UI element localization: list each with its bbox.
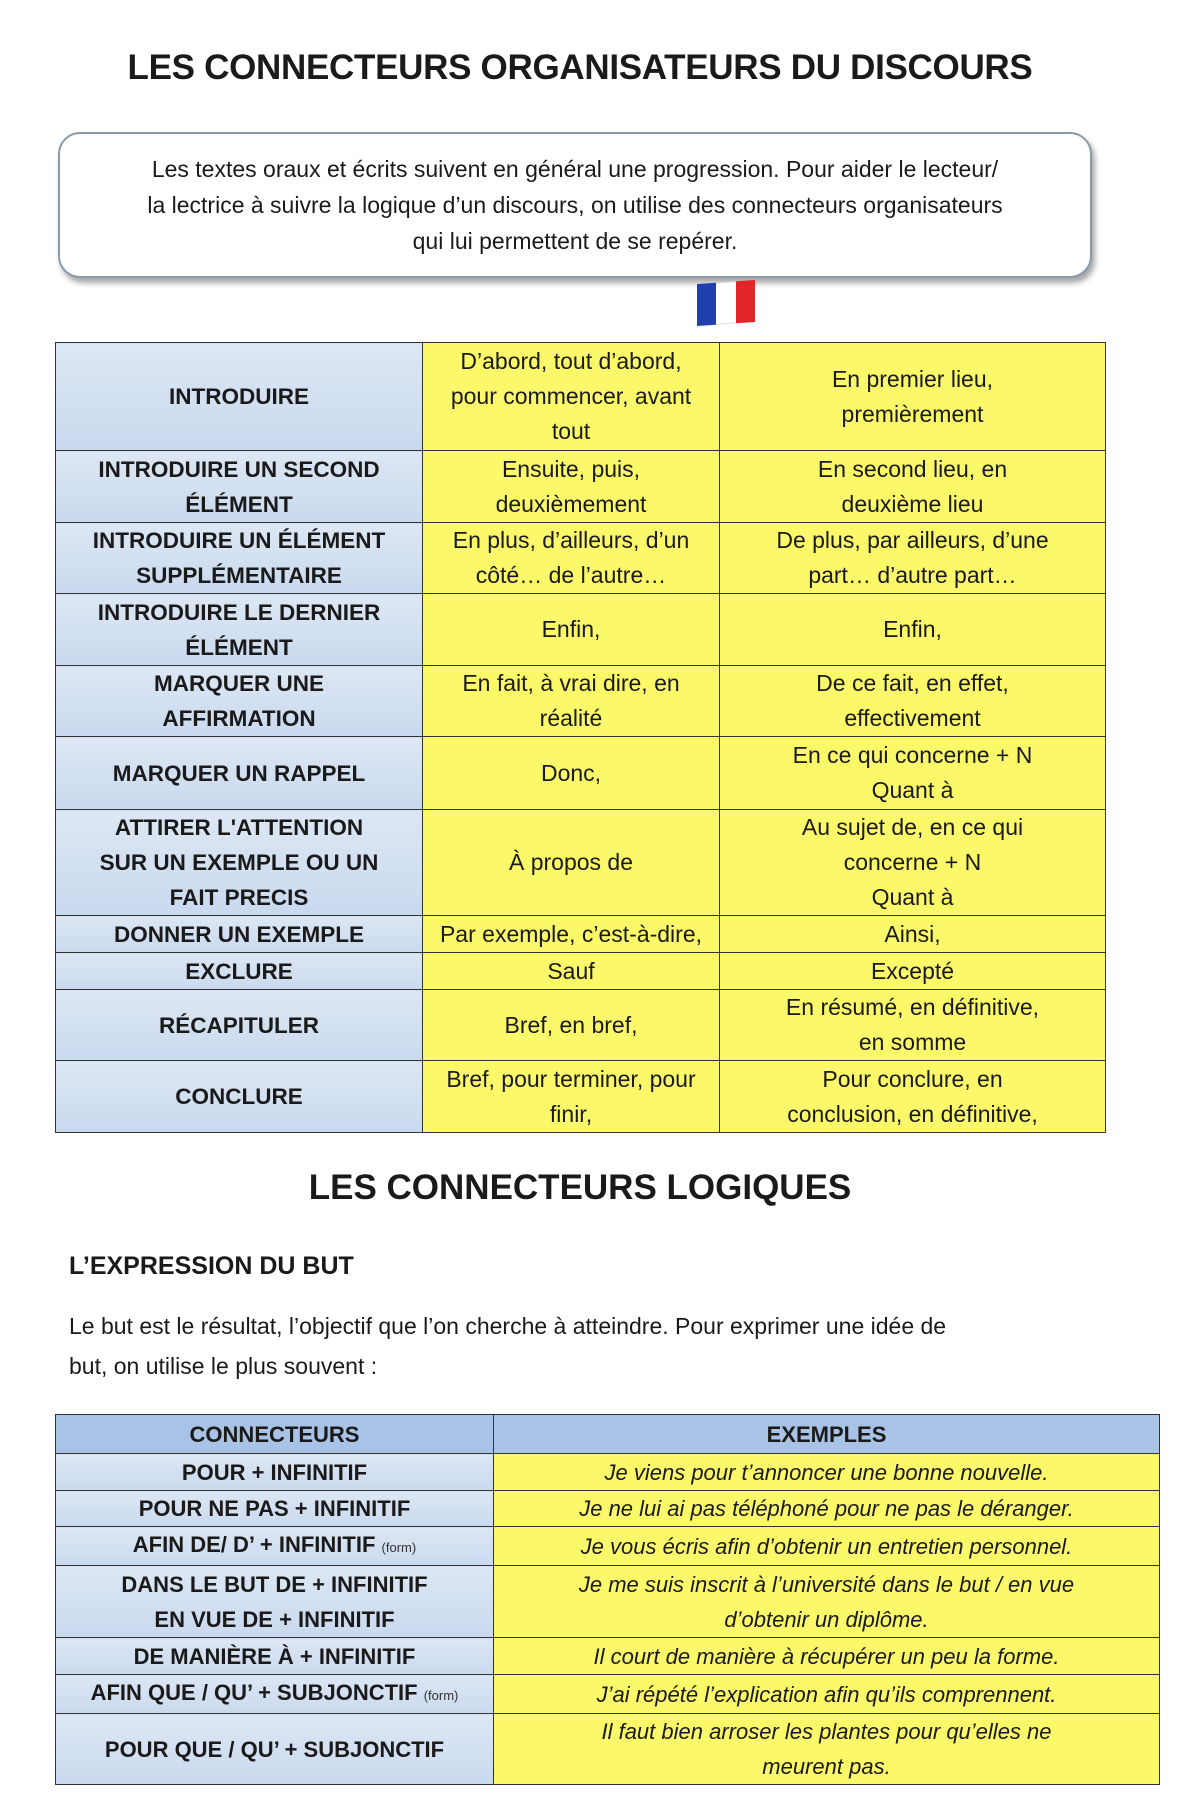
table-row [56, 953, 1106, 990]
function-cell: MARQUER UNE AFFIRMATION [56, 666, 423, 737]
flag-red-stripe [736, 280, 755, 323]
but-heading: L’EXPRESSION DU BUT [69, 1252, 354, 1280]
table-row [56, 810, 1106, 916]
table-row [56, 343, 1106, 451]
table-row [56, 1714, 1160, 1785]
connector-cell: Pour conclure, en conclusion, en définitive, [720, 1061, 1106, 1133]
function-cell: RÉCAPITULER [56, 990, 423, 1061]
function-cell: DONNER UN EXEMPLE [56, 916, 423, 953]
table-row [56, 1638, 1160, 1675]
connector-cell: Enfin, [423, 594, 720, 666]
connector-cell: En premier lieu, premièrement [720, 343, 1106, 451]
function-cell: MARQUER UN RAPPEL [56, 737, 423, 810]
table-row [56, 1566, 1160, 1638]
connector-label: POUR + INFINITIF [181, 1459, 368, 1485]
header-connecteurs: CONNECTEURS [56, 1415, 494, 1454]
formal-note: (form) [423, 1688, 459, 1703]
connector-cell [56, 1454, 494, 1491]
function-cell: INTRODUIRE LE DERNIER ÉLÉMENT [56, 594, 423, 666]
connector-cell: En ce qui concerne + N Quant à [720, 737, 1106, 810]
connector-cell: En plus, d’ailleurs, d’un côté… de l’autre… [423, 523, 720, 594]
page-title: LES CONNECTEURS ORGANISATEURS DU DISCOURS [127, 48, 1033, 87]
table-row [56, 737, 1106, 810]
table-row [56, 523, 1106, 594]
example-cell: Je vous écris afin d’obtenir un entretien personnel. [494, 1527, 1160, 1566]
connector-cell: À propos de [423, 810, 720, 916]
connector-cell [56, 1638, 494, 1675]
organisateurs-table [55, 342, 1106, 1133]
table-row [56, 666, 1106, 737]
connector-cell: En fait, à vrai dire, en réalité [423, 666, 720, 737]
example-cell: J’ai répété l’explication afin qu’ils comprennent. [494, 1675, 1160, 1714]
connector-cell [56, 1491, 494, 1527]
header-exemples: EXEMPLES [494, 1415, 1160, 1454]
table-row [56, 1491, 1160, 1527]
connector-cell: Donc, [423, 737, 720, 810]
connector-label: AFIN DE/ D’ + INFINITIF [132, 1532, 376, 1557]
connector-cell: En second lieu, en deuxième lieu [720, 451, 1106, 523]
table-row [56, 916, 1106, 953]
section-title-logiques: LES CONNECTEURS LOGIQUES [308, 1168, 852, 1207]
function-cell: INTRODUIRE [56, 343, 423, 451]
connector-cell: D’abord, tout d’abord, pour commencer, avant tout [423, 343, 720, 451]
connector-cell [56, 1566, 494, 1638]
connector-cell: En résumé, en définitive, en somme [720, 990, 1106, 1061]
but-table [55, 1414, 1160, 1785]
table-row [56, 451, 1106, 523]
connector-label: DANS LE BUT DE + INFINITIF EN VUE DE + INFINITIF [121, 1571, 428, 1632]
connector-label: POUR QUE / QU’ + SUBJONCTIF [104, 1736, 445, 1762]
table-row [56, 1527, 1160, 1566]
connector-cell: Bref, pour terminer, pour finir, [423, 1061, 720, 1133]
but-paragraph: Le but est le résultat, l’objectif que l’on cherche à atteindre. Pour exprimer une idée de but, on utilise le plus souvent : [69, 1313, 947, 1379]
intro-callout: Les textes oraux et écrits suivent en général une progression. Pour aider le lecteur/ la lectrice à suivre la logique d’un discours, on utilise des connecteurs organisateurs qui lui permettent de se repérer. [58, 132, 1092, 278]
connector-cell: De ce fait, en effet, effectivement [720, 666, 1106, 737]
example-cell: Je me suis inscrit à l’université dans le but / en vue d’obtenir un diplôme. [494, 1566, 1160, 1638]
formal-note: (form) [381, 1540, 417, 1555]
example-cell: Il faut bien arroser les plantes pour qu’elles ne meurent pas. [494, 1714, 1160, 1785]
connector-cell [56, 1527, 494, 1566]
example-cell: Je viens pour t’annoncer une bonne nouvelle. [494, 1454, 1160, 1491]
connector-cell: Sauf [423, 953, 720, 990]
flag-blue-stripe [697, 283, 716, 326]
connector-cell: Ensuite, puis, deuxièmement [423, 451, 720, 523]
french-flag-icon [697, 280, 755, 326]
connector-cell [56, 1714, 494, 1785]
function-cell: ATTIRER L'ATTENTION SUR UN EXEMPLE OU UN FAIT PRECIS [56, 810, 423, 916]
table-header-row [56, 1415, 1160, 1454]
example-cell: Il court de manière à récupérer un peu la forme. [494, 1638, 1160, 1675]
connector-cell [56, 1675, 494, 1714]
flag-white-stripe [716, 281, 735, 324]
connector-cell: Excepté [720, 953, 1106, 990]
table-row [56, 1675, 1160, 1714]
table-row [56, 594, 1106, 666]
example-cell: Je ne lui ai pas téléphoné pour ne pas le déranger. [494, 1491, 1160, 1527]
function-cell: EXCLURE [56, 953, 423, 990]
connector-label: DE MANIÈRE À + INFINITIF [133, 1643, 416, 1669]
table-row [56, 1061, 1106, 1133]
function-cell: CONCLURE [56, 1061, 423, 1133]
connector-cell: Par exemple, c’est-à-dire, [423, 916, 720, 953]
function-cell: INTRODUIRE UN ÉLÉMENT SUPPLÉMENTAIRE [56, 523, 423, 594]
connector-cell: Ainsi, [720, 916, 1106, 953]
connector-cell: Au sujet de, en ce qui concerne + N Quant à [720, 810, 1106, 916]
function-cell: INTRODUIRE UN SECOND ÉLÉMENT [56, 451, 423, 523]
connector-cell: Enfin, [720, 594, 1106, 666]
connector-cell: Bref, en bref, [423, 990, 720, 1061]
connector-label: POUR NE PAS + INFINITIF [138, 1496, 411, 1521]
table-row [56, 1454, 1160, 1491]
connector-label: AFIN QUE / QU’ + SUBJONCTIF [90, 1680, 418, 1705]
table-row [56, 990, 1106, 1061]
connector-cell: De plus, par ailleurs, d’une part… d’autre part… [720, 523, 1106, 594]
